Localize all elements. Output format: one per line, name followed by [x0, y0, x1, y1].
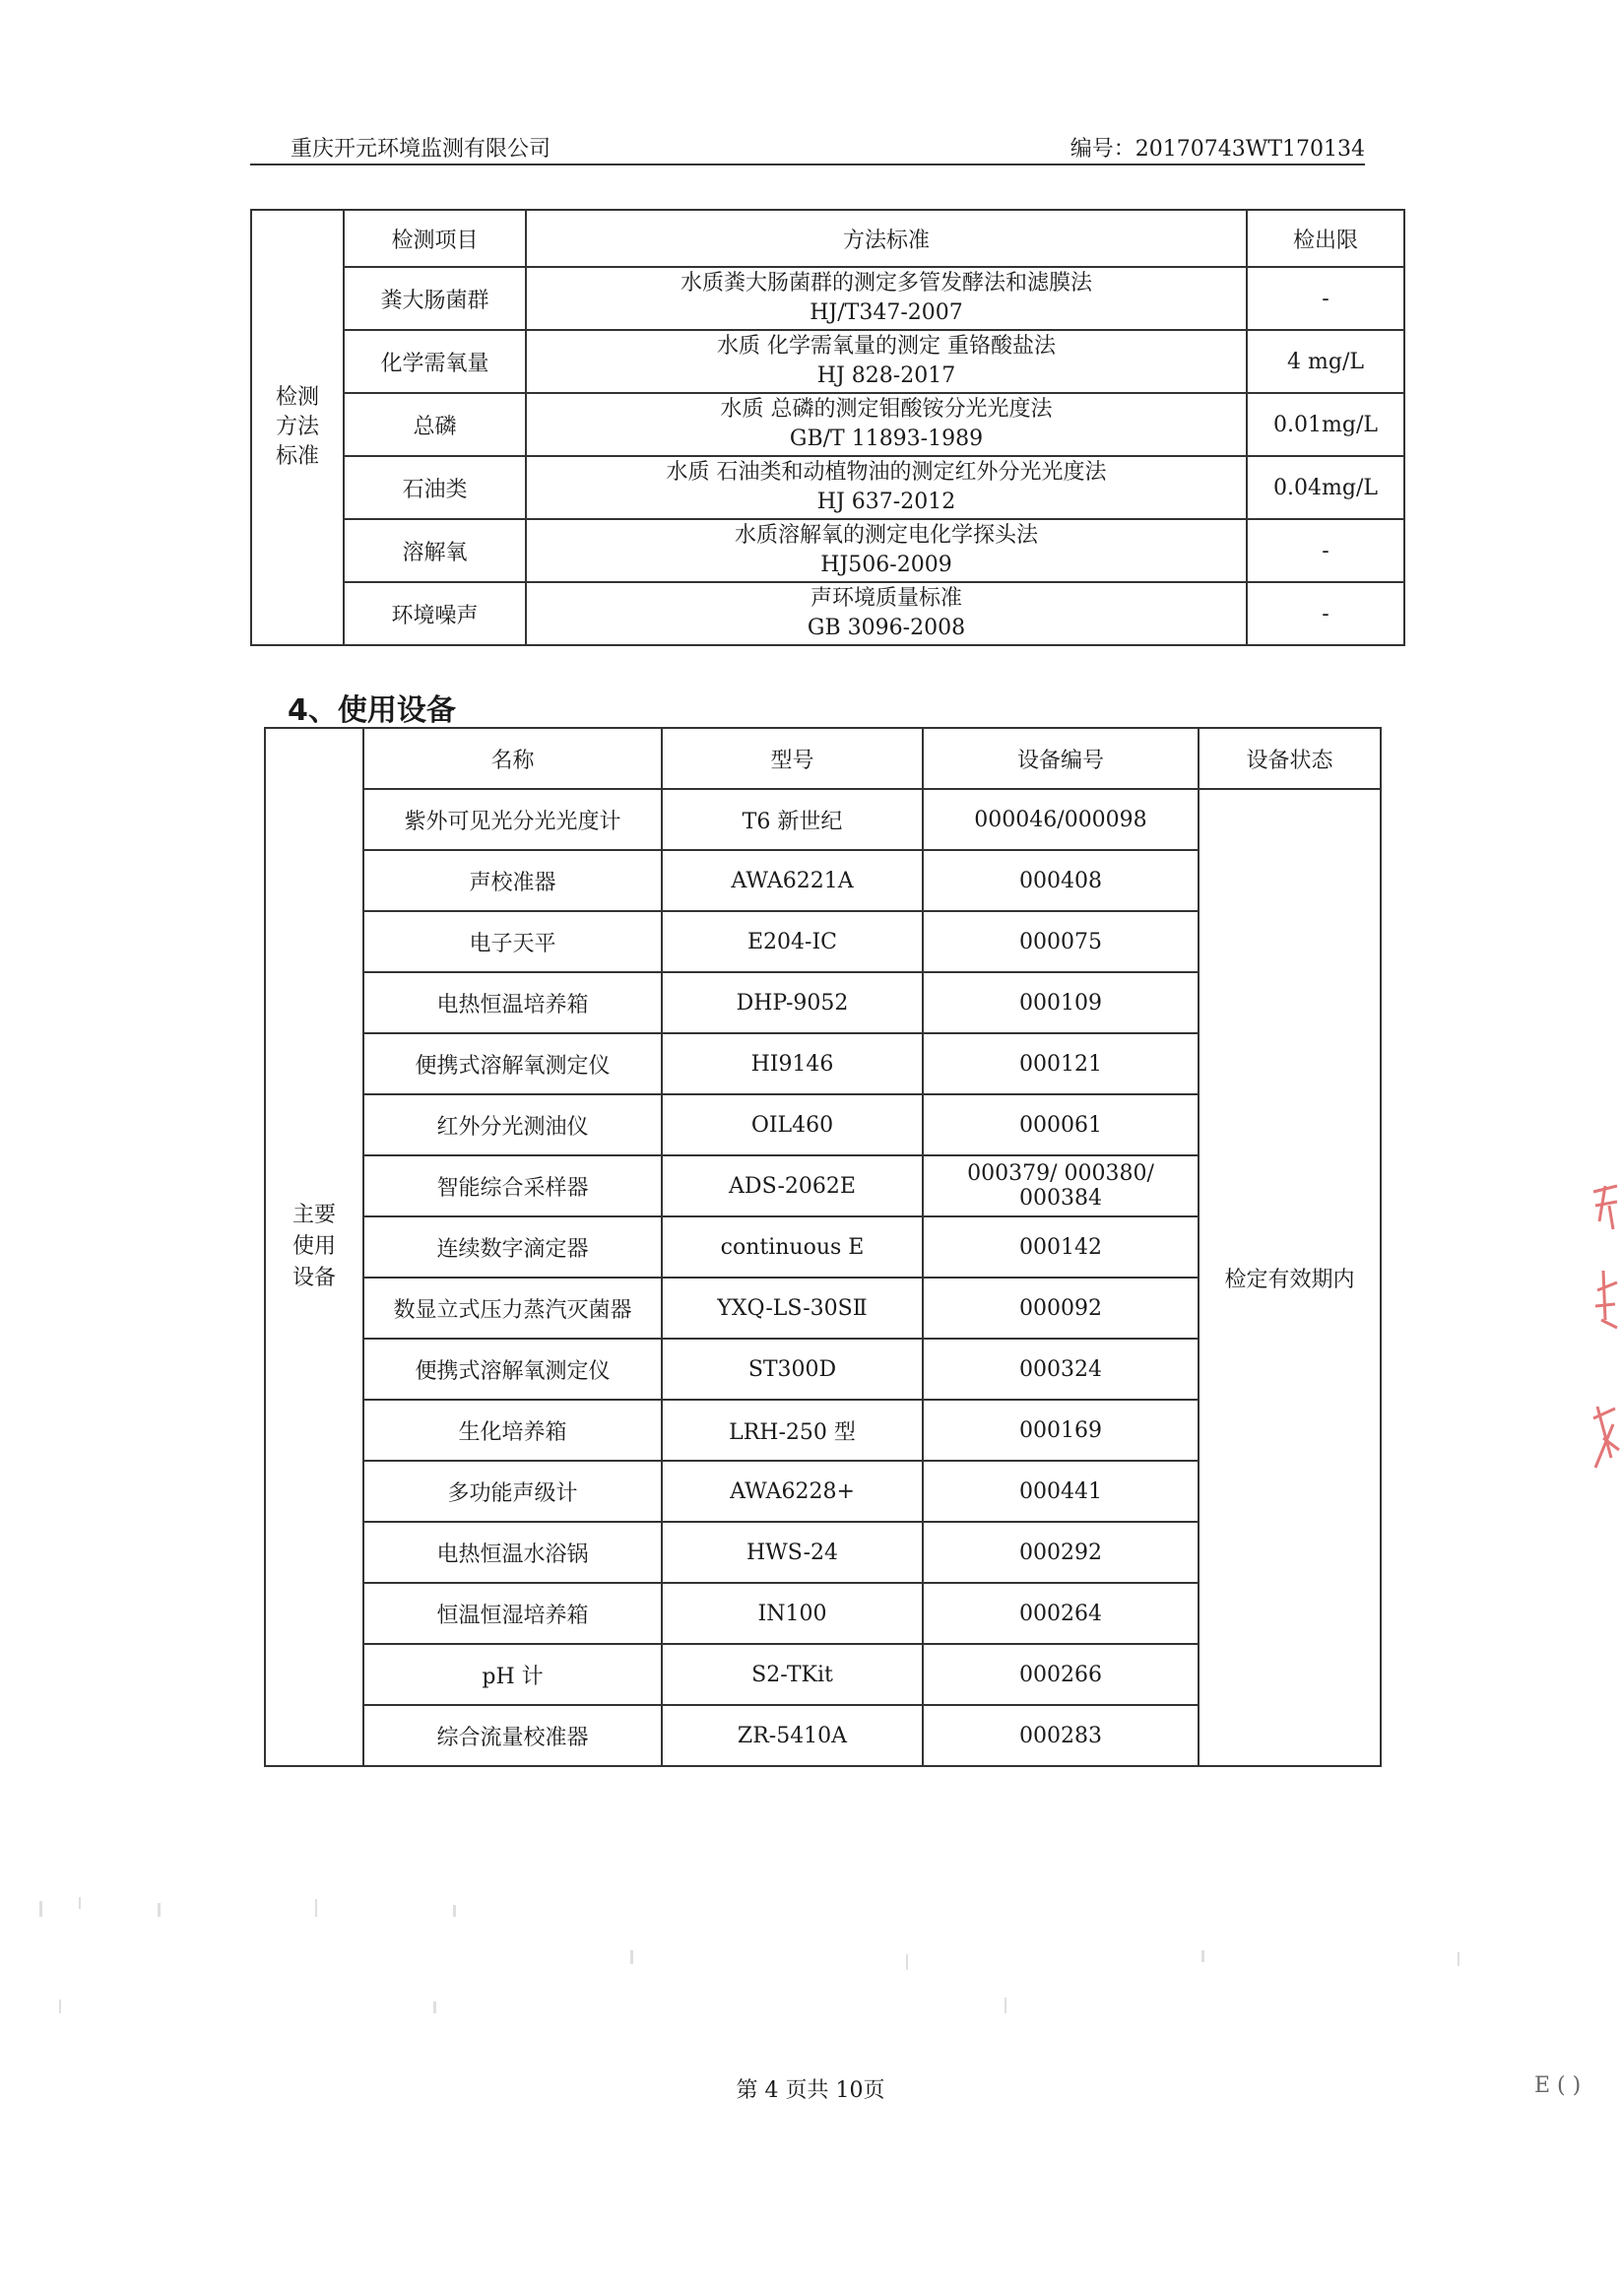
scan-noise [20, 1891, 1595, 2029]
equipment-name: 声校准器 [363, 850, 662, 911]
header-rule [250, 164, 1365, 165]
equipment-model: AWA6221A [662, 850, 923, 911]
equipment-group-label: 主要 使用 设备 [265, 728, 363, 1766]
equipment-id: 000266 [923, 1644, 1199, 1705]
method-limit: 0.04mg/L [1247, 456, 1404, 519]
methods-row [251, 456, 1404, 519]
methods-table [250, 209, 1405, 646]
equipment-model: HI9146 [662, 1033, 923, 1094]
methods-row [251, 267, 1404, 330]
equipment-model: LRH-250 型 [662, 1400, 923, 1461]
equipment-model: ADS-2062E [662, 1155, 923, 1216]
equipment-name: 便携式溶解氧测定仪 [363, 1339, 662, 1400]
equipment-col-name: 名称 [363, 728, 662, 789]
method-item: 环境噪声 [344, 582, 526, 645]
methods-row [251, 330, 1404, 393]
equipment-id: 000109 [923, 972, 1199, 1033]
equipment-model: IN100 [662, 1583, 923, 1644]
equipment-model: ST300D [662, 1339, 923, 1400]
equipment-model: T6 新世纪 [662, 789, 923, 850]
method-standard: 声环境质量标准 GB 3096-2008 [526, 582, 1247, 645]
method-standard: 水质 石油类和动植物油的测定红外分光光度法 HJ 637-2012 [526, 456, 1247, 519]
equipment-name: 紫外可见光分光光度计 [363, 789, 662, 850]
method-item: 化学需氧量 [344, 330, 526, 393]
equipment-id: 000292 [923, 1522, 1199, 1583]
methods-group-label: 检测 方法 标准 [251, 210, 344, 645]
equipment-model: HWS-24 [662, 1522, 923, 1583]
method-limit: 0.01mg/L [1247, 393, 1404, 456]
header-company: 重庆开元环境监测有限公司 [291, 137, 551, 162]
equipment-name: 恒温恒湿培养箱 [363, 1583, 662, 1644]
equipment-name: 数显立式压力蒸汽灭菌器 [363, 1278, 662, 1339]
equipment-name: 电热恒温培养箱 [363, 972, 662, 1033]
methods-header-row [251, 210, 1404, 267]
equipment-id: 000379/ 000380/ 000384 [923, 1155, 1199, 1216]
method-standard: 水质 总磷的测定钼酸铵分光光度法 GB/T 11893-1989 [526, 393, 1247, 456]
equipment-header-row [265, 728, 1381, 789]
equipment-id: 000092 [923, 1278, 1199, 1339]
methods-col-standard: 方法标准 [526, 210, 1247, 267]
section-title-equipment: 4、使用设备 [288, 693, 456, 728]
footer-edge-fragment: E ( ) [1534, 2073, 1582, 2098]
method-item: 粪大肠菌群 [344, 267, 526, 330]
equipment-id: 000264 [923, 1583, 1199, 1644]
equipment-model: ZR-5410A [662, 1705, 923, 1766]
equipment-status: 检定有效期内 [1199, 789, 1381, 1766]
methods-col-item: 检测项目 [344, 210, 526, 267]
header-report-number: 编号：20170743WT170134 [1070, 137, 1365, 162]
equipment-model: E204-IC [662, 911, 923, 972]
method-limit: - [1247, 519, 1404, 582]
page-footer: 第 4 页共 10页 [736, 2078, 885, 2103]
equipment-model: YXQ-LS-30SⅡ [662, 1278, 923, 1339]
equipment-id: 000324 [923, 1339, 1199, 1400]
equipment-name: 电热恒温水浴锅 [363, 1522, 662, 1583]
method-item: 石油类 [344, 456, 526, 519]
equipment-id: 000283 [923, 1705, 1199, 1766]
equipment-id: 000121 [923, 1033, 1199, 1094]
stamp-mark [1584, 1172, 1621, 1497]
equipment-col-status: 设备状态 [1199, 728, 1381, 789]
methods-row [251, 582, 1404, 645]
equipment-name: pH 计 [363, 1644, 662, 1705]
method-standard: 水质溶解氧的测定电化学探头法 HJ506-2009 [526, 519, 1247, 582]
equipment-id: 000061 [923, 1094, 1199, 1155]
equipment-model: OIL460 [662, 1094, 923, 1155]
methods-col-limit: 检出限 [1247, 210, 1404, 267]
equipment-id: 000441 [923, 1461, 1199, 1522]
equipment-row [265, 789, 1381, 850]
equipment-name: 生化培养箱 [363, 1400, 662, 1461]
method-item: 总磷 [344, 393, 526, 456]
methods-row [251, 519, 1404, 582]
method-limit: - [1247, 582, 1404, 645]
equipment-name: 连续数字滴定器 [363, 1216, 662, 1278]
equipment-name: 电子天平 [363, 911, 662, 972]
equipment-name: 多功能声级计 [363, 1461, 662, 1522]
equipment-name: 红外分光测油仪 [363, 1094, 662, 1155]
equipment-id: 000075 [923, 911, 1199, 972]
method-limit: 4 mg/L [1247, 330, 1404, 393]
equipment-name: 便携式溶解氧测定仪 [363, 1033, 662, 1094]
equipment-model: AWA6228+ [662, 1461, 923, 1522]
equipment-name: 综合流量校准器 [363, 1705, 662, 1766]
method-item: 溶解氧 [344, 519, 526, 582]
equipment-id: 000142 [923, 1216, 1199, 1278]
method-limit: - [1247, 267, 1404, 330]
equipment-col-model: 型号 [662, 728, 923, 789]
equipment-model: S2-TKit [662, 1644, 923, 1705]
equipment-model: continuous E [662, 1216, 923, 1278]
equipment-model: DHP-9052 [662, 972, 923, 1033]
equipment-name: 智能综合采样器 [363, 1155, 662, 1216]
method-standard: 水质粪大肠菌群的测定多管发酵法和滤膜法 HJ/T347-2007 [526, 267, 1247, 330]
equipment-id: 000408 [923, 850, 1199, 911]
methods-row [251, 393, 1404, 456]
method-standard: 水质 化学需氧量的测定 重铬酸盐法 HJ 828-2017 [526, 330, 1247, 393]
equipment-table [264, 727, 1382, 1767]
equipment-id: 000046/000098 [923, 789, 1199, 850]
equipment-id: 000169 [923, 1400, 1199, 1461]
equipment-col-id: 设备编号 [923, 728, 1199, 789]
